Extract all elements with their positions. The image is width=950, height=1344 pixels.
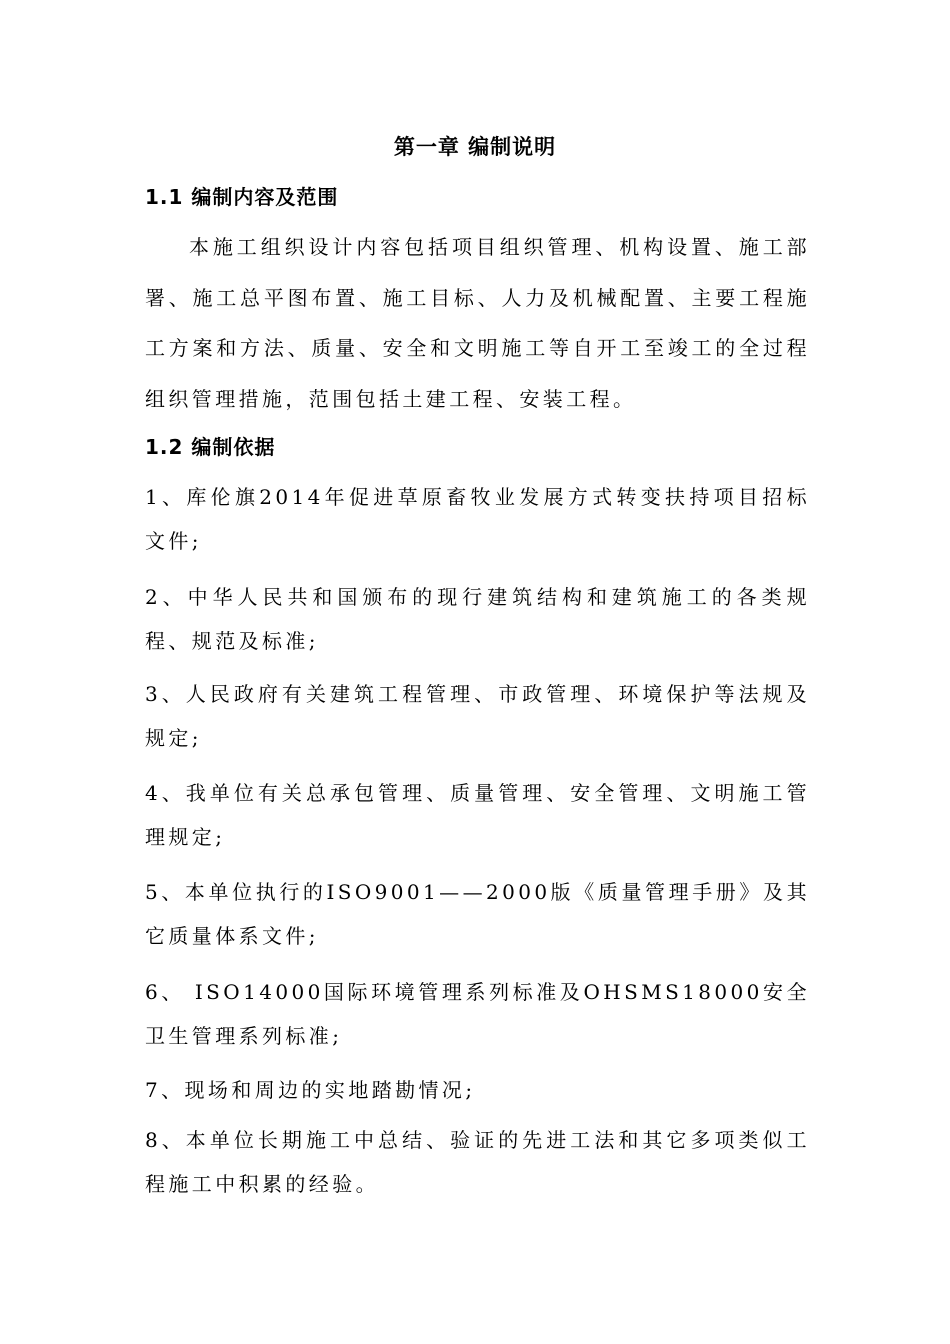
section-1-1-paragraph: 本施工组织设计内容包括项目组织管理、机构设置、施工部署、施工总平图布置、施工目标、人力及机械配置、主要工程施工方案和方法、质量、安全和文明施工等自开工至竣工的全过程组织管理措施，范围包括土建工程、安装工程。 <box>145 235 810 411</box>
basis-item-7: 7、现场和周边的实地踏勘情况; <box>145 1078 476 1102</box>
section-heading-1-1: 1.1 编制内容及范围 <box>145 185 339 209</box>
basis-item-1: 1、库伦旗2014年促进草原畜牧业发展方式转变扶持项目招标文件; <box>145 485 810 553</box>
basis-item-8: 8、本单位长期施工中总结、验证的先进工法和其它多项类似工程施工中积累的经验。 <box>145 1128 810 1196</box>
basis-item-4: 4、我单位有关总承包管理、质量管理、安全管理、文明施工管理规定; <box>145 781 810 849</box>
basis-item-2: 2、中华人民共和国颁布的现行建筑结构和建筑施工的各类规程、规范及标准; <box>145 585 810 653</box>
basis-item-6: 6、 ISO14000国际环境管理系列标准及OHSMS18000安全卫生管理系列标准; <box>145 980 810 1048</box>
section-heading-1-2: 1.2 编制依据 <box>145 435 276 459</box>
basis-item-5: 5、本单位执行的ISO9001——2000版《质量管理手册》及其它质量体系文件; <box>145 880 810 948</box>
chapter-title: 第一章 编制说明 <box>393 135 557 159</box>
basis-item-3: 3、人民政府有关建筑工程管理、市政管理、环境保护等法规及规定; <box>145 682 810 750</box>
